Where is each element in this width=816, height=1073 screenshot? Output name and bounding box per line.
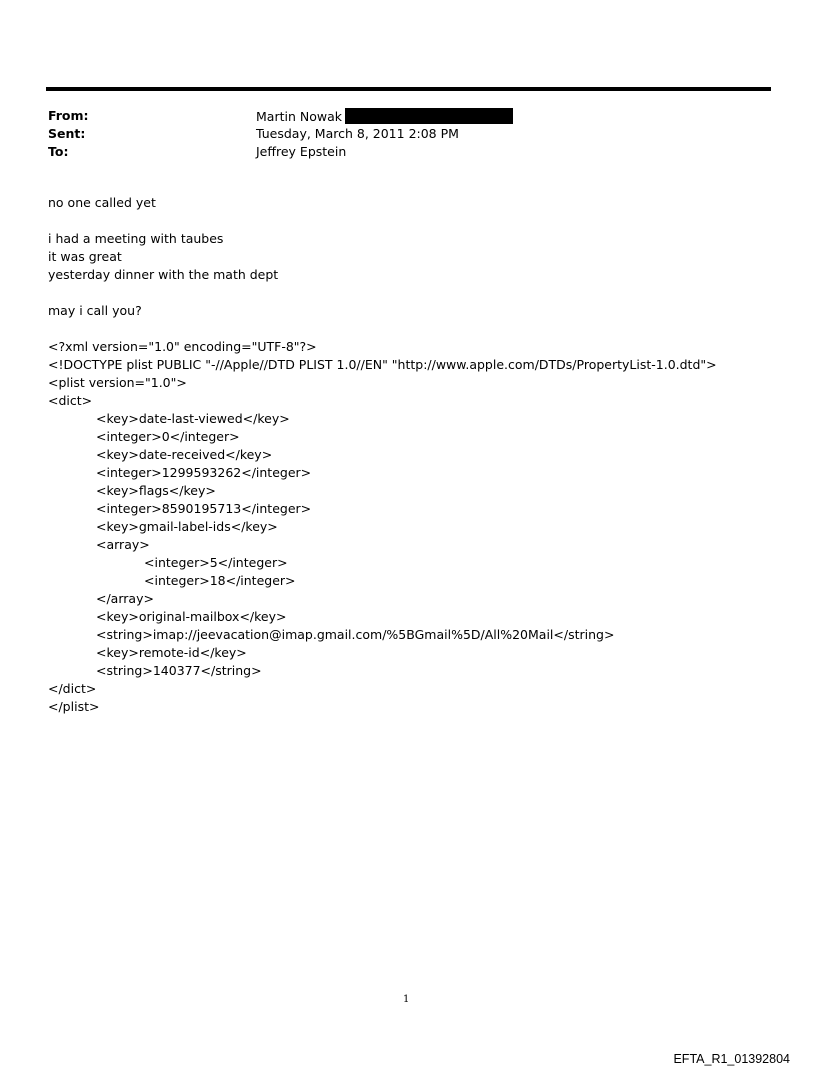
xml-line: <integer>18</integer> [144, 573, 296, 588]
xml-line: <key>date-received</key> [96, 447, 273, 462]
to-label: To: [48, 144, 69, 159]
xml-line: <integer>5</integer> [144, 555, 288, 570]
xml-line: <key>remote-id</key> [96, 645, 247, 660]
body-line: yesterday dinner with the math dept [48, 267, 279, 282]
xml-line: <string>140377</string> [96, 663, 262, 678]
header-rule [46, 87, 771, 91]
sent-value: Tuesday, March 8, 2011 2:08 PM [256, 126, 459, 141]
sender-name: Martin Nowak [256, 109, 342, 124]
xml-line: <integer>0</integer> [96, 429, 240, 444]
xml-line: <dict> [48, 393, 93, 408]
to-value: Jeffrey Epstein [256, 144, 347, 159]
xml-line: <integer>8590195713</integer> [96, 501, 312, 516]
xml-line: <!DOCTYPE plist PUBLIC "-//Apple//DTD PLIST 1.0//EN" "http://www.apple.com/DTDs/PropertyList-1.0.dtd"> [48, 357, 717, 372]
xml-line: <key>flags</key> [96, 483, 216, 498]
xml-line: <?xml version="1.0" encoding="UTF-8"?> [48, 339, 317, 354]
xml-line: </array> [96, 591, 154, 606]
sent-label: Sent: [48, 126, 86, 141]
xml-line: <key>original-mailbox</key> [96, 609, 287, 624]
redaction-box [345, 108, 513, 124]
body-line: i had a meeting with taubes [48, 231, 224, 246]
xml-line: <plist version="1.0"> [48, 375, 187, 390]
body-line: no one called yet [48, 195, 156, 210]
from-value [256, 108, 513, 124]
xml-line: <integer>1299593262</integer> [96, 465, 312, 480]
xml-line: </dict> [48, 681, 97, 696]
xml-line: <key>date-last-viewed</key> [96, 411, 290, 426]
bates-number: EFTA_R1_01392804 [673, 1052, 790, 1066]
email-body [48, 194, 788, 716]
xml-line: <key>gmail-label-ids</key> [96, 519, 278, 534]
body-line: it was great [48, 249, 122, 264]
xml-line: </plist> [48, 699, 100, 714]
from-label: From: [48, 108, 89, 123]
body-line: may i call you? [48, 303, 142, 318]
xml-line: <string>imap://jeevacation@imap.gmail.com/%5BGmail%5D/All%20Mail</string> [96, 627, 615, 642]
page-number: 1 [403, 994, 410, 1005]
xml-line: <array> [96, 537, 150, 552]
